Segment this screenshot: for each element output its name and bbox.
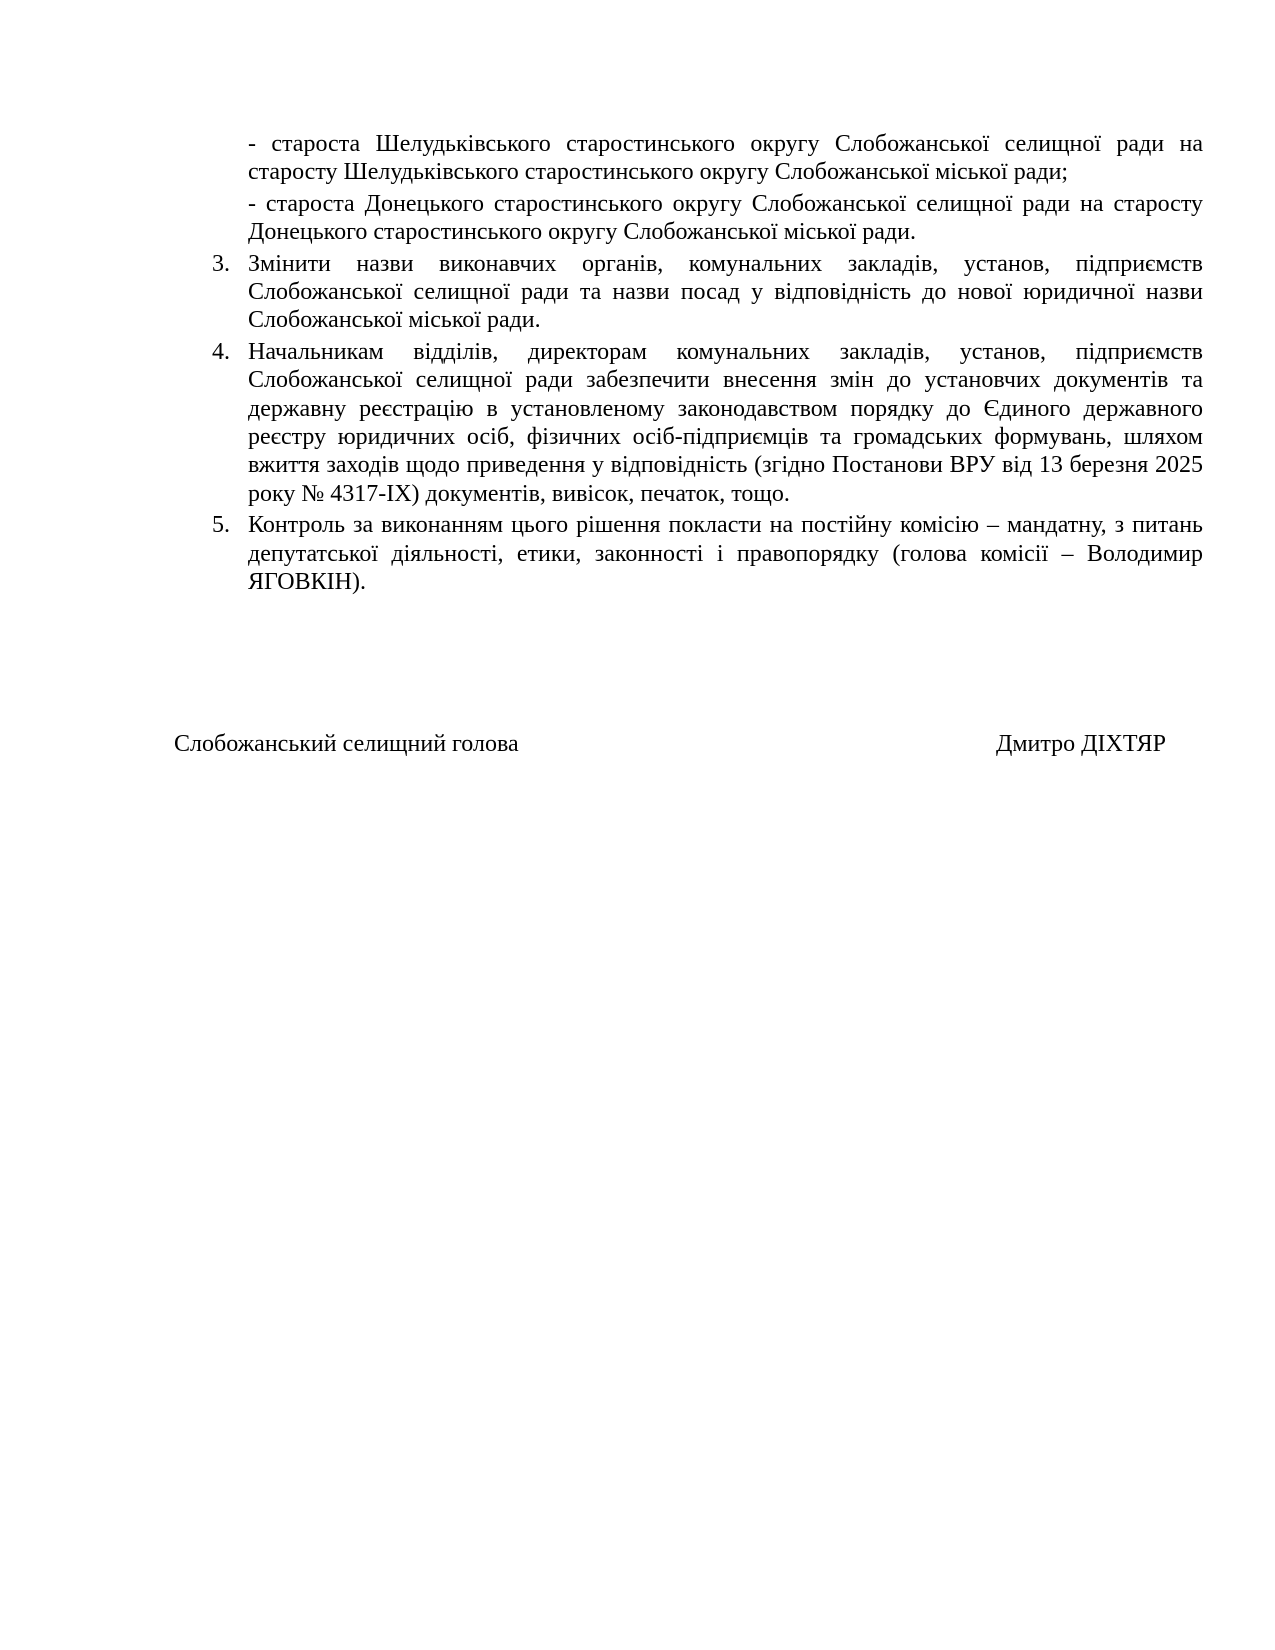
document-body	[212, 130, 1203, 600]
list-item-4	[212, 338, 1203, 508]
signature-position: Слобожанський селищний голова	[174, 731, 519, 757]
dash-paragraph-sheludkivka: - староста Шелудьківського старостинського округу Слобожанської селищної ради на старосту Шелудьківського старостинського округу Слобожанської міської ради;	[248, 131, 1203, 186]
list-number: 4.	[212, 338, 230, 365]
list-item-5	[212, 511, 1203, 596]
list-item-text: Контроль за виконанням цього рішення покласти на постійну комісію – мандатну, з питань депутатської діяльності, етики, законності і правопорядку (голова комісії – Володимир ЯГОВКІН).	[248, 512, 1203, 596]
list-item-text: Начальникам відділів, директорам комунальних закладів, установ, підприємств Слобожанської селищної ради забезпечити внесення змін до установчих документів та державну реєстрацію в установленому законодавством порядку до Єдиного державного реєстру юридичних осіб, фізичних осіб-підприємців та громадських формувань, шляхом вжиття заходів щодо приведення у відповідність (згідно Постанови ВРУ від 13 березня 2025 року № 4317-IX) документів, вивісок, печаток, тощо.	[248, 338, 1203, 507]
list-item-3	[212, 250, 1203, 335]
list-number: 5.	[212, 512, 230, 539]
list-item-text: Змінити назви виконавчих органів, комунальних закладів, установ, підприємств Слобожанської селищної ради та назви посад у відповідність до нової юридичної назви Слобожанської міської ради.	[248, 250, 1203, 334]
signature-name: Дмитро ДІХТЯР	[996, 731, 1166, 757]
dash-paragraph-donets: - староста Донецького старостинського округу Слобожанської селищної ради на старосту Донецького старостинського округу Слобожанської міської ради.	[248, 190, 1203, 246]
list-number: 3.	[212, 250, 230, 277]
